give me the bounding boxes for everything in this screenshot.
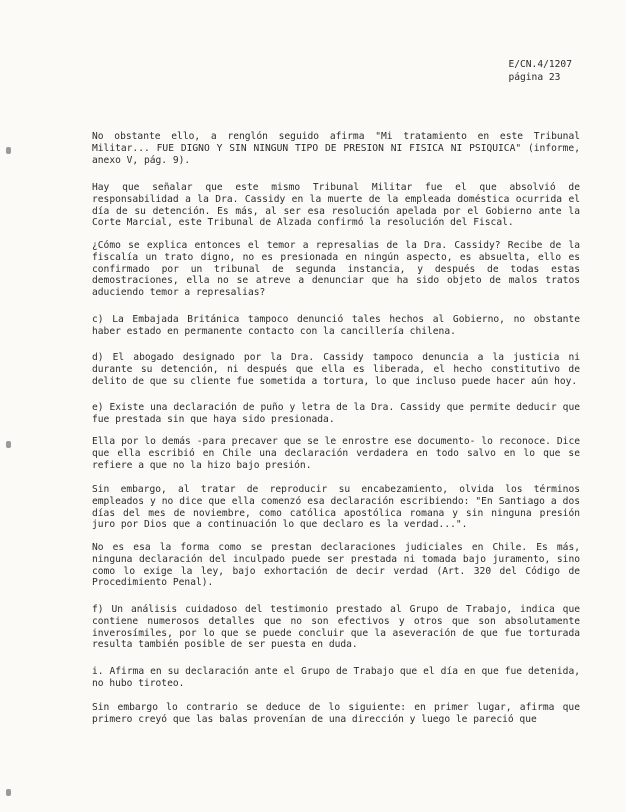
punch-hole-mark	[6, 789, 11, 796]
paragraph: Ella por lo demás -para precaver que se le enrostre ese documento- lo reconoce. Dice que ella escribió en Chile una declaración verdadera en todo salvo en lo que se refiere a que no la hizo bajo presión.	[92, 436, 580, 471]
punch-hole-mark	[6, 441, 11, 448]
paragraph: ¿Cómo se explica entonces el temor a represalias de la Dra. Cassidy? Recibe de la fiscalía un trato digno, no es presionada en ningún aspecto, es absuelta, ello es confirmado por un tribunal de segunda instancia, y después de todas estas demostraciones, ella no se atreve a denunciar que ha sido objeto de malos tratos aduciendo temor a represalias?	[92, 240, 580, 299]
paragraph: d) El abogado designado por la Dra. Cassidy tampoco denuncia a la justicia ni durante su detención, ni después que ella es liberada, el hecho constitutivo de delito de que su cliente fue sometida a tortura, lo que incluso puede hacer aún hoy.	[92, 352, 580, 387]
paragraph: c) La Embajada Británica tampoco denunció tales hechos al Gobierno, no obstante haber estado en permanente contacto con la cancillería chilena.	[92, 314, 580, 337]
paragraph: Sin embargo, al tratar de reproducir su encabezamiento, olvida los términos empleados y no dice que ella comenzó esa declaración escribiendo: "En Santiago a dos días del mes de noviembre, como católica apostólica romana y sin ninguna presión juro por Dios que a continuación lo que declaro es la verdad...".	[92, 484, 580, 531]
page-number: página 23	[508, 72, 561, 83]
paragraph: i. Afirma en su declaración ante el Grupo de Trabajo que el día en que fue detenida, no hubo tiroteo.	[92, 666, 580, 689]
document-symbol: E/CN.4/1207	[508, 59, 572, 70]
document-reference	[508, 58, 572, 84]
paragraph: Hay que señalar que este mismo Tribunal Militar fue el que absolvió de responsabilidad a la Dra. Cassidy en la muerte de la empleada doméstica ocurrida el día de su detención. Es más, al ser esa resolución apelada por el Gobierno ante la Corte Marcial, este Tribunal de Alzada confirmó la resolución del Fiscal.	[92, 182, 580, 229]
paragraph: No obstante ello, a renglón seguido afirma "Mi tratamiento en este Tribunal Militar... FUE DIGNO Y SIN NINGUN TIPO DE PRESION NI FISICA NI PSIQUICA" (informe, anexo V, pág. 9).	[92, 131, 580, 166]
paragraph: e) Existe una declaración de puño y letra de la Dra. Cassidy que permite deducir que fue prestada sin que haya sido presionada.	[92, 402, 580, 425]
paragraph: f) Un análisis cuidadoso del testimonio prestado al Grupo de Trabajo, indica que contiene numerosos detalles que no son efectivos y otros que son absolutamente inverosímiles, por lo que se puede concluir que la aseveración de que fue torturada resulta también posible de ser puesta en duda.	[92, 604, 580, 651]
punch-hole-mark	[6, 147, 11, 154]
paragraph: Sin embargo lo contrario se deduce de lo siguiente: en primer lugar, afirma que primero creyó que las balas provenían de una dirección y luego le pareció que	[92, 702, 580, 725]
paragraph: No es esa la forma como se prestan declaraciones judiciales en Chile. Es más, ninguna declaración del inculpado puede ser prestada ni tomada bajo juramento, sino como lo exige la ley, bajo exhortación de decir verdad (Art. 320 del Código de Procedimiento Penal).	[92, 542, 580, 589]
